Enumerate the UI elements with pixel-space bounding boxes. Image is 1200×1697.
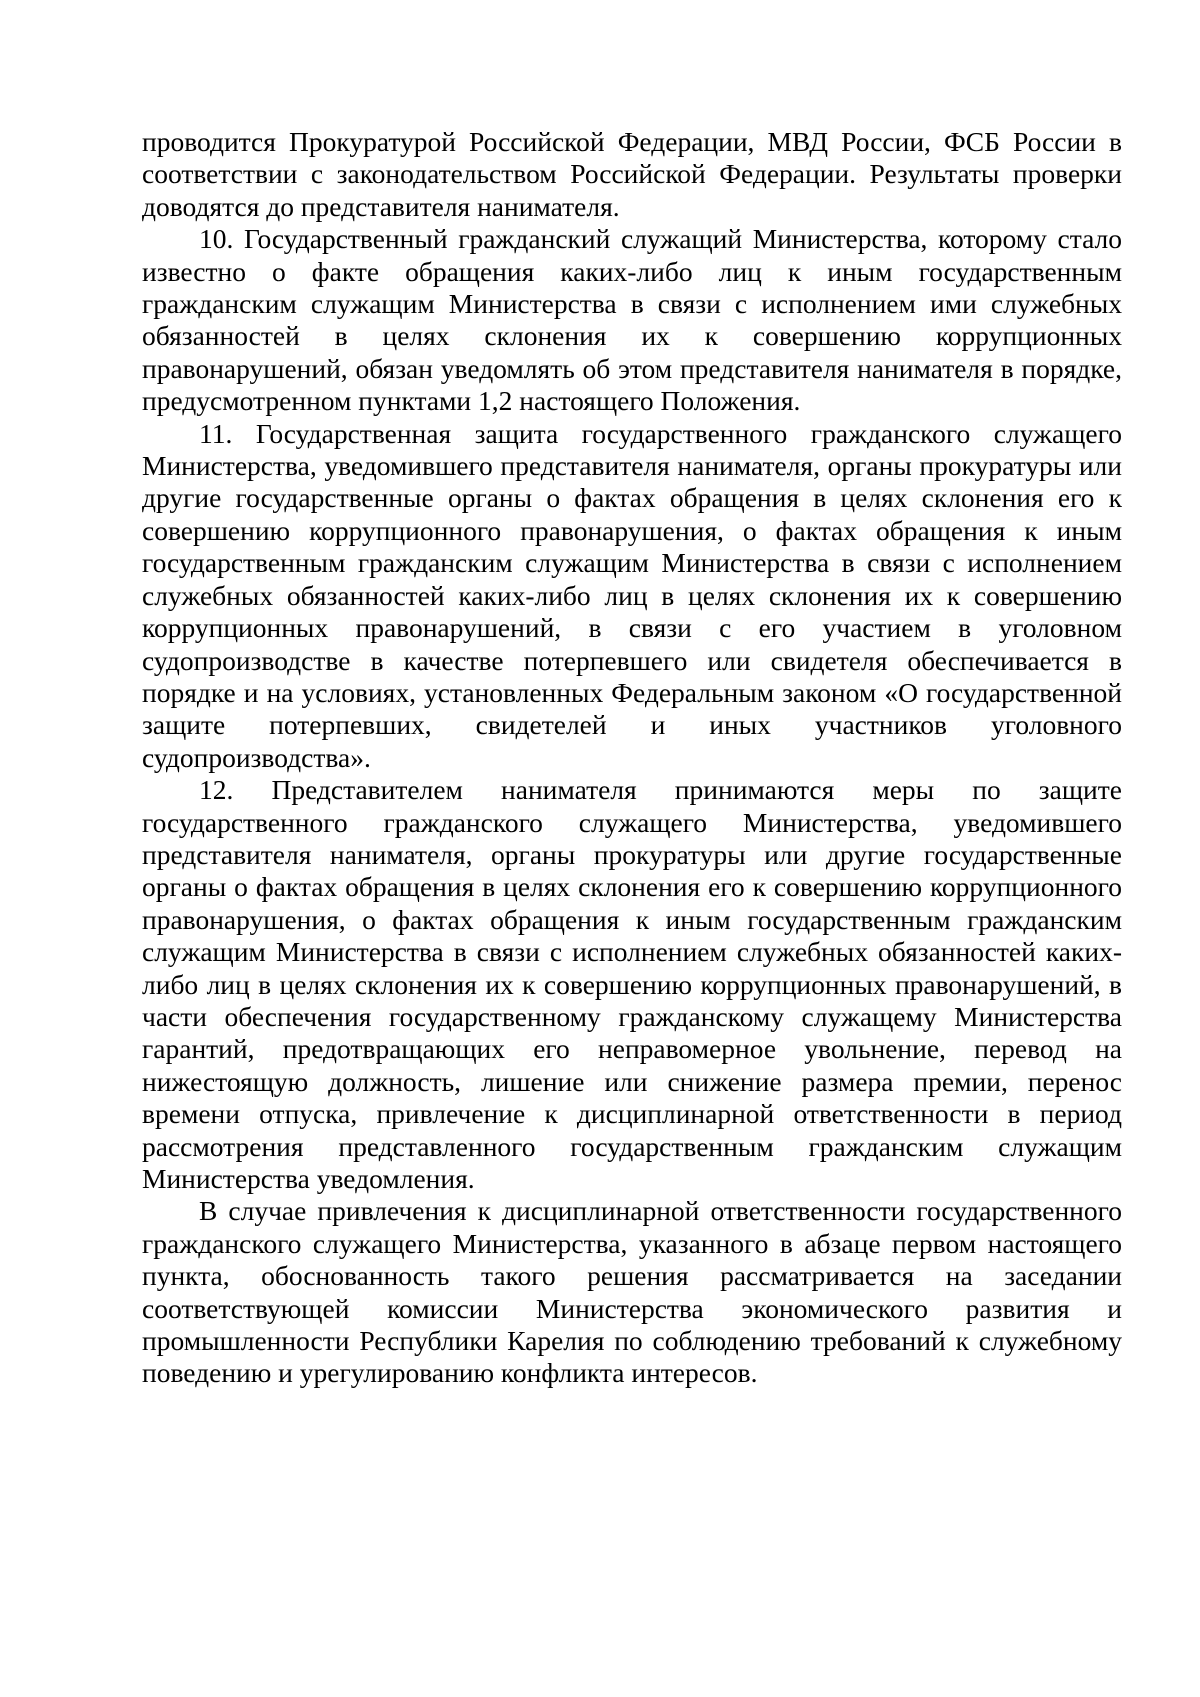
paragraph-item-10: 10. Государственный гражданский служащий Министерства, которому стало известно о факте обращения каких-либо лиц к иным государственным гражданским служащим Министерства в связи с исполнением ими служебных обязанностей в целях склонения их к совершению коррупционных правонарушений, обязан уведомлять об этом представителя нанимателя в порядке, предусмотренном пунктами 1,2 настоящего Положения. [142, 223, 1122, 417]
paragraph-item-12-second: В случае привлечения к дисциплинарной ответственности государственного гражданского служащего Министерства, указанного в абзаце первом настоящего пункта, обоснованность такого решения рассматривается на заседании соответствующей комиссии Министерства экономического развития и промышленности Республики Карелия по соблюдению требований к служебному поведению и урегулированию конфликта интересов. [142, 1195, 1122, 1389]
document-page [142, 126, 1122, 1390]
paragraph-item-12: 12. Представителем нанимателя принимаются меры по защите государственного гражданского служащего Министерства, уведомившего представителя нанимателя, органы прокуратуры или другие государственные органы о фактах обращения в целях склонения его к совершению коррупционного правонарушения, о фактах обращения к иным государственным гражданским служащим Министерства в связи с исполнением служебных обязанностей каких-либо лиц в целях склонения их к совершению коррупционных правонарушений, в части обеспечения государственному гражданскому служащему Министерства гарантий, предотвращающих его неправомерное увольнение, перевод на нижестоящую должность, лишение или снижение размера премии, перенос времени отпуска, привлечение к дисциплинарной ответственности в период рассмотрения представленного государственным гражданским служащим Министерства уведомления. [142, 774, 1122, 1194]
paragraph-continuation: проводится Прокуратурой Российской Федерации, МВД России, ФСБ России в соответствии с законодательством Российской Федерации. Результаты проверки доводятся до представителя нанимателя. [142, 126, 1122, 222]
paragraph-item-11: 11. Государственная защита государственного гражданского служащего Министерства, уведомившего представителя нанимателя, органы прокуратуры или другие государственные органы о фактах обращения в целях склонения его к совершению коррупционного правонарушения, о фактах обращения к иным государственным гражданским служащим Министерства в связи с исполнением служебных обязанностей каких-либо лиц в целях склонения их к совершению коррупционных правонарушений, в связи с его участием в уголовном судопроизводстве в качестве потерпевшего или свидетеля обеспечивается в порядке и на условиях, установленных Федеральным законом «О государственной защите потерпевших, свидетелей и иных участников уголовного судопроизводства». [142, 417, 1122, 773]
